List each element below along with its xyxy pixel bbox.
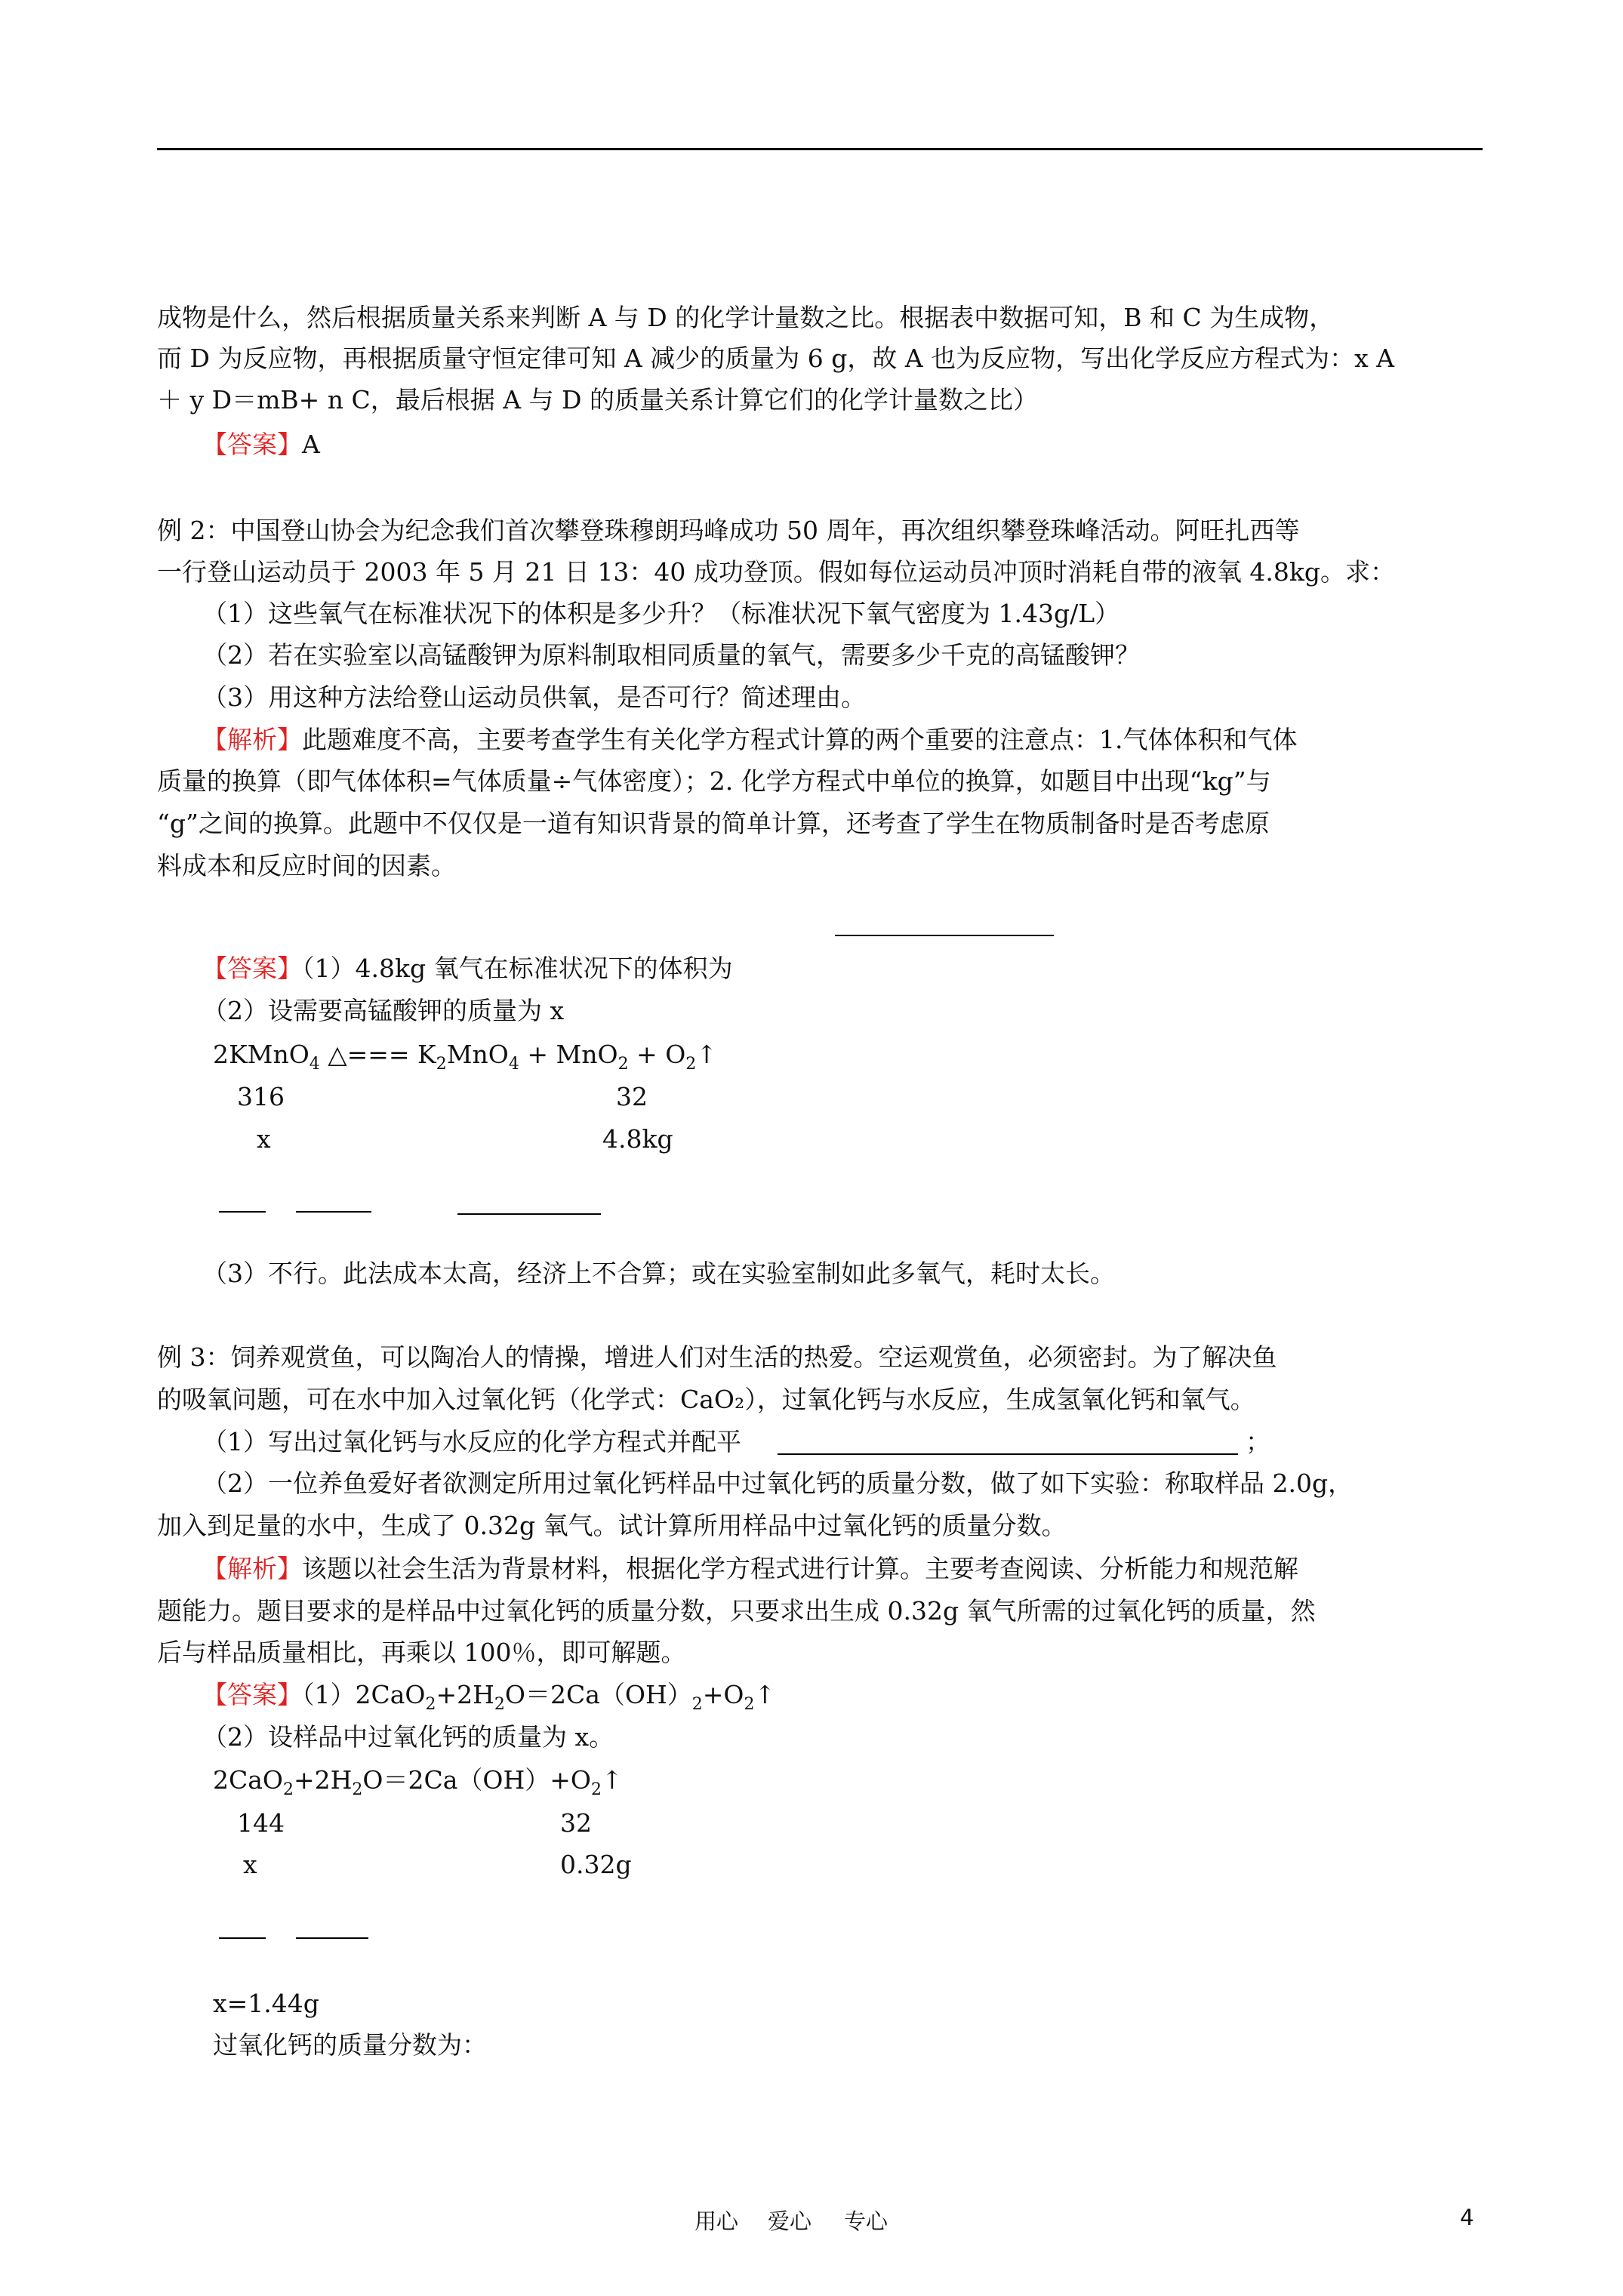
- up-arrow-icon: ↑: [696, 1040, 717, 1069]
- ex3-var-right: 0.32g: [560, 1850, 632, 1879]
- ex3-fraction-label: 过氧化钙的质量分数为：: [213, 2030, 487, 2060]
- answer-label: 【答案】: [202, 954, 302, 983]
- analysis-label: 【解析】: [202, 1554, 302, 1583]
- ex3-answer-2: （2）设样品中过氧化钙的质量为 x。: [202, 1722, 614, 1752]
- ex2-analysis-3: “g”之间的换算。此题中不仅仅是一道有知识背景的简单计算，还考查了学生在物质制备时是否考虑原: [157, 809, 1270, 838]
- ex2-line-1: 例 2：中国登山协会为纪念我们首次攀登珠穆朗玛峰成功 50 周年，再次组织攀登珠峰活动。阿旺扎西等: [157, 516, 1300, 545]
- answer-label: 【答案】: [202, 1680, 302, 1709]
- fraction-bar: [296, 1211, 371, 1213]
- ex2-analysis-2: 质量的换算（即气体体积=气体质量÷气体密度）；2. 化学方程式中单位的换算，如题目中出现“kg”与: [157, 766, 1271, 796]
- fraction-bar: [457, 1213, 601, 1215]
- ex3-line-2: 的吸氧问题，可在水中加入过氧化钙（化学式：CaO₂），过氧化钙与水反应，生成氢氧化钙和氧气。: [157, 1385, 1255, 1414]
- ex2-question-1: （1）这些氧气在标准状况下的体积是多少升？（标准状况下氧气密度为 1.43g/L）: [202, 599, 1120, 628]
- answer-label: 【答案】: [202, 430, 302, 459]
- ex3-question-2-line-2: 加入到足量的水中，生成了 0.32g 氧气。试计算所用样品中过氧化钙的质量分数。: [157, 1511, 1067, 1540]
- ex2-question-3: （3）用这种方法给登山运动员供氧，是否可行？简述理由。: [202, 683, 866, 712]
- ex2-equation: 2KMnO$_4$ △=== $K_2MnO_4 + MnO_2$ + $O_2↑$: [213, 1040, 717, 1074]
- ex3-analysis-3: 后与样品质量相比，再乘以 100％，即可解题。: [157, 1638, 686, 1667]
- answer-value: A: [302, 430, 320, 459]
- ex2-answer-3: （3）不行。此法成本太高，经济上不合算；或在实验室制如此多氧气，耗时太长。: [202, 1259, 1115, 1288]
- footer-text-2: 爱心: [768, 2208, 812, 2234]
- ex3-answer-1: 【答案】$(1)2CaO_2+2H_2O=2Ca(OH)_2+O_2↑$: [202, 1680, 776, 1714]
- ex2-question-2: （2）若在实验室以高锰酸钾为原料制取相同质量的氧气，需要多少千克的高锰酸钾？: [202, 640, 1140, 670]
- ex2-mass-right: 32: [616, 1082, 648, 1111]
- ex3-analysis-2: 题能力。题目要求的是样品中过氧化钙的质量分数，只要求出生成 0.32g 氧气所需的过氧化钙的质量，然: [157, 1596, 1316, 1626]
- ex3-analysis-1: 【解析】该题以社会生活为背景材料，根据化学方程式进行计算。主要考查阅读、分析能力和规范解: [202, 1554, 1298, 1583]
- intro-line-2: 而 D 为反应物，再根据质量守恒定律可知 A 减少的质量为 6 g，故 A 也为反应物，写出化学反应方程式为：x A: [157, 344, 1395, 373]
- intro-answer: [202, 432, 320, 457]
- ex3-result: x=1.44g: [213, 1989, 319, 2018]
- up-arrow-icon: ↑: [754, 1680, 776, 1709]
- page-number: 4: [1460, 2205, 1474, 2230]
- intro-line-3: ＋ y D＝mB+ n C，最后根据 A 与 D 的质量关系计算它们的化学计量数之比）: [157, 385, 1039, 415]
- fraction-bar: [835, 935, 1054, 936]
- intro-line-1: 成物是什么，然后根据质量关系来判断 A 与 D 的化学计量数之比。根据表中数据可知，B 和 C 为生成物，: [157, 303, 1335, 332]
- ex3-question-2-line-1: （2）一位养鱼爱好者欲测定所用过氧化钙样品中过氧化钙的质量分数，做了如下实验：称取样品 2.0g，: [202, 1469, 1354, 1498]
- ex3-var-left: x: [243, 1850, 257, 1879]
- ex2-line-2: 一行登山运动员于 2003 年 5 月 21 日 13：40 成功登顶。假如每位运动员冲顶时消耗自带的液氧 4.8kg。求：: [157, 557, 1395, 587]
- up-arrow-icon: ↑: [601, 1765, 623, 1795]
- ex2-var-right: 4.8kg: [602, 1124, 673, 1154]
- ex2-analysis-4: 料成本和反应时间的因素。: [157, 851, 456, 880]
- ex3-question-1: （1）写出过氧化钙与水反应的化学方程式并配平: [202, 1427, 741, 1456]
- ex2-var-left: x: [257, 1124, 271, 1154]
- ex2-mass-left: 316: [237, 1082, 285, 1111]
- ex2-analysis-1: 【解析】此题难度不高，主要考查学生有关化学方程式计算的两个重要的注意点：1.气体体积和气体: [202, 725, 1298, 754]
- ex3-mass-right: 32: [560, 1808, 592, 1838]
- ex2-answer-1: 【答案】（1）4.8kg 氧气在标准状况下的体积为: [202, 954, 733, 983]
- ex3-line-1: 例 3：饲养观赏鱼，可以陶冶人的情操，增进人们对生活的热爱。空运观赏鱼，必须密封。为了解决鱼: [157, 1342, 1277, 1372]
- ex3-mass-left: 144: [237, 1808, 285, 1838]
- header-rule: [157, 148, 1483, 150]
- answer-blank: [778, 1453, 1238, 1455]
- analysis-label: 【解析】: [202, 725, 302, 754]
- fraction-bar: [219, 1937, 266, 1939]
- fraction-bar: [296, 1937, 368, 1939]
- footer-text-3: 专心: [844, 2208, 888, 2234]
- ex3-equation: $2CaO_2+2H_2O=2Ca(OH)+O_2↑$: [213, 1765, 623, 1799]
- ex3-question-1-end: ；: [1246, 1427, 1270, 1456]
- fraction-bar: [219, 1211, 266, 1213]
- footer-text-1: 用心: [694, 2208, 739, 2234]
- ex2-answer-2: （2）设需要高锰酸钾的质量为 x: [202, 996, 565, 1025]
